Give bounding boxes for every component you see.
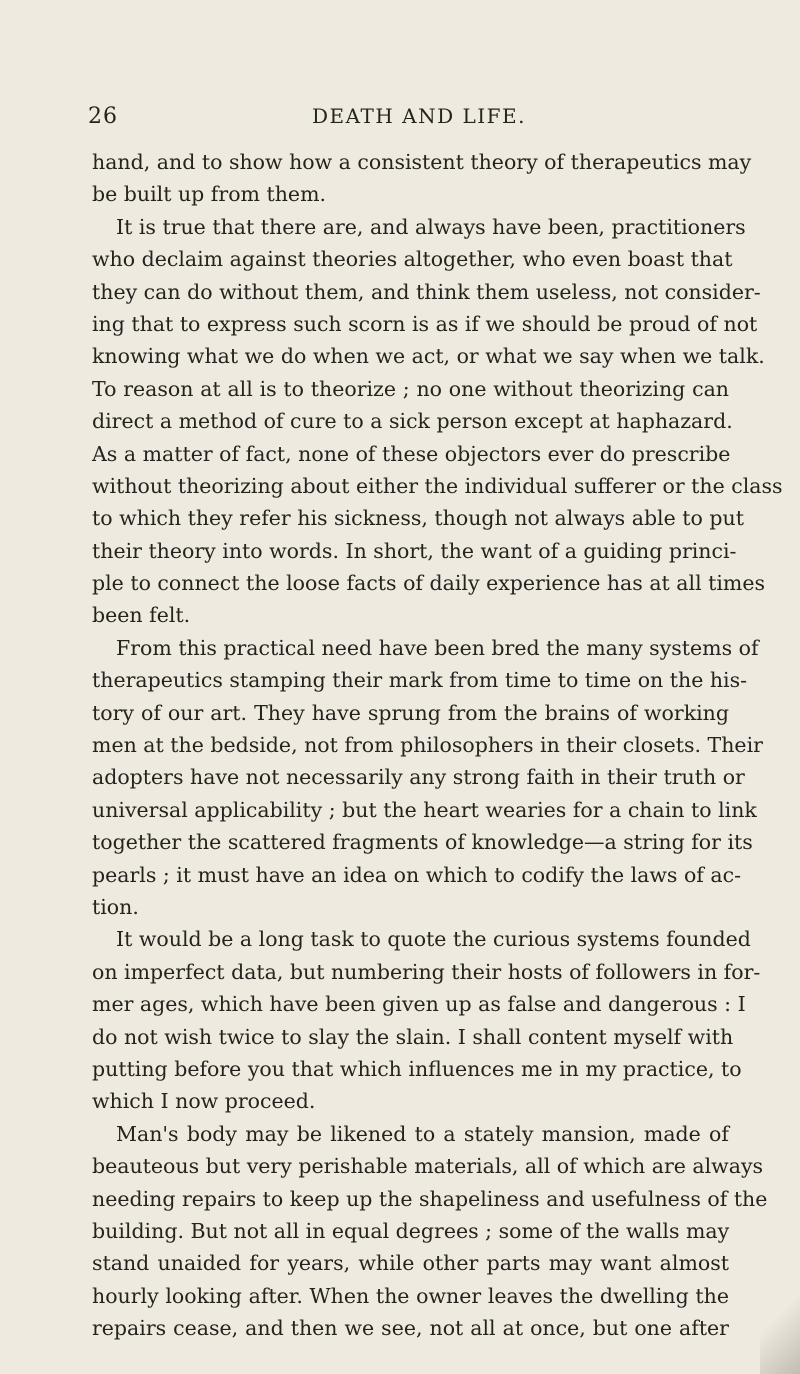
text-line: hand, and to show how a consistent theory of therapeutics may <box>92 150 752 174</box>
text-line: been felt. <box>92 603 191 628</box>
text-line: together the scattered fragments of knowledge—a string for its <box>92 830 753 855</box>
text-line: stand unaided for years, while other parts may want almost <box>92 1251 729 1276</box>
text-line: who declaim against theories altogether, who even boast that <box>92 247 733 272</box>
text-line: It would be a long task to quote the curious systems founded <box>116 927 751 952</box>
text-line: to which they refer his sickness, though not always able to put <box>92 506 744 531</box>
text-line: repairs cease, and then we see, not all at once, but one after <box>92 1316 729 1341</box>
page-number: 26 <box>88 104 118 129</box>
running-head: DEATH AND LIFE. <box>312 104 526 128</box>
text-line: tory of our art. They have sprung from the brains of working <box>92 700 729 725</box>
page-edge-shadow <box>760 1250 800 1374</box>
text-line: tion. <box>92 894 139 919</box>
text-line: which I now proceed. <box>92 1089 316 1114</box>
text-line: From this practical need have been bred the many systems of <box>116 635 759 660</box>
text-line: without theorizing about either the individual sufferer or the class <box>92 473 783 498</box>
text-line: direct a method of cure to a sick person except at haphazard. <box>92 409 733 434</box>
text-line: universal applicability ; but the heart wearies for a chain to link <box>92 797 757 822</box>
text-line: To reason at all is to theorize ; no one without theorizing can <box>92 376 729 401</box>
text-line: Man's body may be likened to a stately mansion, made of <box>116 1121 729 1146</box>
text-line: mer ages, which have been given up as false and dangerous : I <box>92 992 746 1017</box>
text-line: hourly looking after. When the owner leaves the dwelling the <box>92 1283 729 1308</box>
text-line: adopters have not necessarily any strong faith in their truth or <box>92 765 745 790</box>
text-line: knowing what we do when we act, or what we say when we talk. <box>92 344 765 369</box>
text-line: men at the bedside, not from philosophers in their closets. Their <box>92 733 763 758</box>
text-line: their theory into words. In short, the want of a guiding princi- <box>92 538 737 563</box>
text-line: be built up from them. <box>92 182 327 207</box>
text-line: beauteous but very perishable materials, all of which are always <box>92 1154 764 1179</box>
text-line: putting before you that which influences me in my practice, to <box>92 1056 742 1081</box>
text-line: As a matter of fact, none of these objectors ever do prescribe <box>92 441 731 466</box>
body-text <box>92 146 783 1344</box>
text-line: ple to connect the loose facts of daily experience has at all times <box>92 571 766 596</box>
text-line: on imperfect data, but numbering their hosts of followers in for- <box>92 959 761 984</box>
text-line: building. But not all in equal degrees ; some of the walls may <box>92 1218 730 1243</box>
text-line: pearls ; it must have an idea on which to codify the laws of ac- <box>92 862 742 887</box>
text-line: they can do without them, and think them useless, not consider- <box>92 279 761 304</box>
text-line: needing repairs to keep up the shapeliness and usefulness of the <box>92 1186 768 1211</box>
text-line: ing that to express such scorn is as if we should be proud of not <box>92 311 758 336</box>
text-line: therapeutics stamping their mark from time to time on the his- <box>92 668 748 693</box>
text-line: It is true that there are, and always have been, practitioners <box>116 214 746 239</box>
text-line: do not wish twice to slay the slain. I shall content myself with <box>92 1024 734 1049</box>
page-header <box>88 104 728 134</box>
